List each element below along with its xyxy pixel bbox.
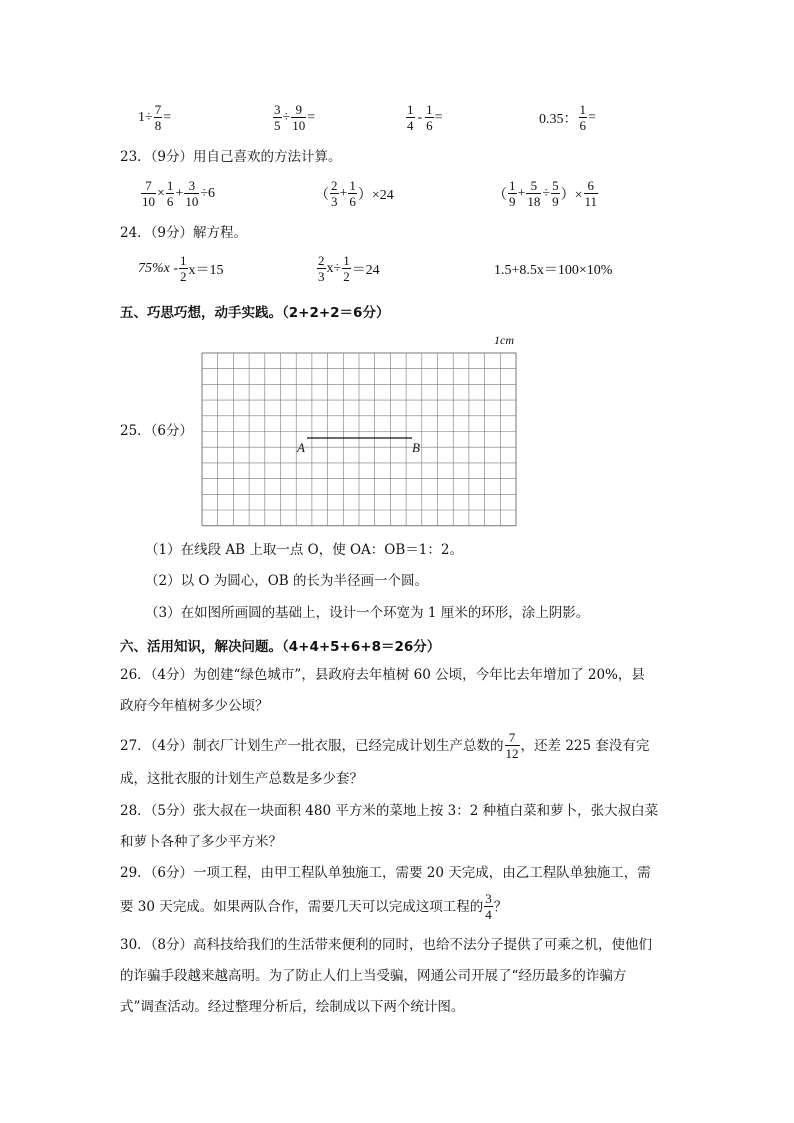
fraction: $\frac{9}{10}$ — [292, 102, 306, 133]
expr-text: ）× — [560, 187, 583, 203]
q28-line-2: 和萝卜各种了多少平方米？ — [120, 834, 282, 850]
q27-text-a: 27．（4分）制衣厂计划生产一批衣服，已经完成计划生产总数的 — [120, 737, 504, 754]
q28-line-1: 28．（5分）张大叔在一块面积 480 平方米的菜地上按 3：2 种植白菜和萝卜，张大叔白菜 — [120, 803, 659, 819]
q29-text-a: 要 30 天完成。如果两队合作，需要几天可以完成这项工程的 — [120, 898, 484, 915]
fraction: $\frac{6}{11}$ — [584, 178, 598, 209]
expr-text: ）×24 — [357, 187, 394, 203]
q25-sub-3: （3）在如图所画圆的基础上，设计一个环宽为 1 厘米的环形，涂上阴影。 — [145, 605, 590, 621]
paren: （ — [493, 187, 507, 203]
q26-line-2: 政府今年植树多少公顷？ — [120, 698, 269, 714]
fraction: $\frac{1}{6}$ — [349, 178, 356, 209]
expr-text: = — [588, 109, 596, 125]
q27-text-b: ，还差 225 套没有完 — [520, 737, 650, 754]
q23-expression-2 — [315, 178, 394, 209]
operator: ÷ — [282, 109, 291, 125]
q30-line-3: 式”调查活动。经过整理分析后，绘制成以下两个统计图。 — [120, 999, 465, 1015]
operator: + — [339, 185, 348, 201]
expr-text: 75%x - — [138, 260, 179, 276]
expr-text: = — [307, 109, 316, 125]
expr-text: x＝15 — [188, 262, 224, 278]
question-24-title: 24．（9分）解方程。 — [120, 225, 248, 241]
fraction: $\frac{1}{2}$ — [343, 253, 350, 284]
fraction: $\frac{5}{9}$ — [552, 178, 559, 209]
grid-lines — [202, 353, 516, 526]
question-25-label: 25．（6分） — [120, 423, 194, 439]
fraction: $\frac{3}{10}$ — [185, 178, 199, 209]
operator: + — [517, 185, 526, 201]
expr-text: 0.35： — [539, 111, 578, 127]
section-5-title: 五、巧思巧想，动手实践。（2+2+2＝6分） — [120, 305, 390, 321]
expr-text: = — [163, 109, 172, 125]
q24-equation-2 — [316, 253, 380, 284]
point-a-label: A — [297, 440, 305, 455]
expr-text: x÷ — [326, 260, 342, 276]
fraction: $\frac{7}{12}$ — [505, 730, 519, 761]
fraction: $\frac{1}{6}$ — [579, 102, 586, 133]
section-6-title: 六、活用知识，解决问题。（4+4+5+6+8＝26分） — [120, 639, 441, 655]
q27-line-1 — [120, 730, 649, 761]
q25-sub-2: （2）以 O 为圆心，OB 的长为半径画一个圆。 — [145, 573, 429, 589]
expr-text: ÷6 — [200, 185, 215, 201]
q23-expression-1 — [140, 178, 215, 209]
calc-expression-3 — [405, 102, 443, 133]
expr-text: 1÷ — [138, 109, 153, 125]
q25-sub-1: （1）在线段 AB 上取一点 O，使 OA：OB＝1：2。 — [145, 542, 463, 558]
operator: - — [417, 109, 423, 125]
grid-figure — [201, 352, 517, 528]
paren: （ — [315, 187, 329, 203]
fraction: $\frac{3}{4}$ — [485, 891, 492, 922]
q23-expression-3 — [493, 178, 599, 209]
q30-line-2: 的诈骗手段越来越高明。为了防止人们上当受骗，网通公司开展了“经历最多的诈骗方 — [120, 968, 627, 984]
fraction: $\frac{5}{18}$ — [527, 178, 541, 209]
question-23-title: 23．（9分）用自己喜欢的方法计算。 — [120, 149, 342, 165]
q24-equation-1 — [138, 253, 224, 284]
point-b-label: B — [412, 440, 420, 455]
fraction: $\frac{1}{4}$ — [407, 102, 414, 133]
fraction: $\frac{2}{3}$ — [331, 178, 338, 209]
q29-line-1: 29．（6分）一项工程，由甲工程队单独施工，需要 20 天完成，由乙工程队单独施工，需 — [120, 865, 651, 881]
q27-line-2: 成，这批衣服的计划生产总数是多少套？ — [120, 771, 363, 787]
expr-text: = — [434, 109, 443, 125]
fraction: $\frac{1}{6}$ — [426, 102, 433, 133]
q29-line-2 — [120, 891, 507, 922]
fraction: $\frac{7}{8}$ — [154, 102, 162, 133]
fraction: $\frac{1}{2}$ — [180, 253, 187, 284]
fraction: $\frac{1}{9}$ — [509, 178, 516, 209]
q29-text-b: ？ — [493, 898, 508, 915]
fraction: $\frac{7}{10}$ — [142, 178, 155, 209]
q26-line-1: 26．（4分）为创建“绿色城市”，县政府去年植树 60 公顷，今年比去年增加了 20%，县 — [120, 667, 645, 683]
fraction: $\frac{1}{6}$ — [166, 178, 174, 209]
calc-expression-2 — [272, 102, 315, 133]
operator: ÷ — [542, 185, 551, 201]
fraction: $\frac{2}{3}$ — [318, 253, 325, 284]
expr-text: ＝24 — [351, 262, 380, 278]
calc-expression-1 — [138, 102, 171, 133]
fraction: $\frac{3}{5}$ — [274, 102, 281, 133]
operator: + — [175, 185, 184, 201]
q30-line-1: 30．（8分）高科技给我们的生活带来便利的同时，也给不法分子提供了可乘之机，使他们 — [120, 937, 653, 953]
operator: × — [157, 185, 165, 201]
q24-equation-3: 1.5+8.5x＝100×10% — [494, 263, 613, 278]
grid-unit-label: 1cm — [494, 333, 514, 347]
calc-expression-4 — [539, 102, 596, 133]
